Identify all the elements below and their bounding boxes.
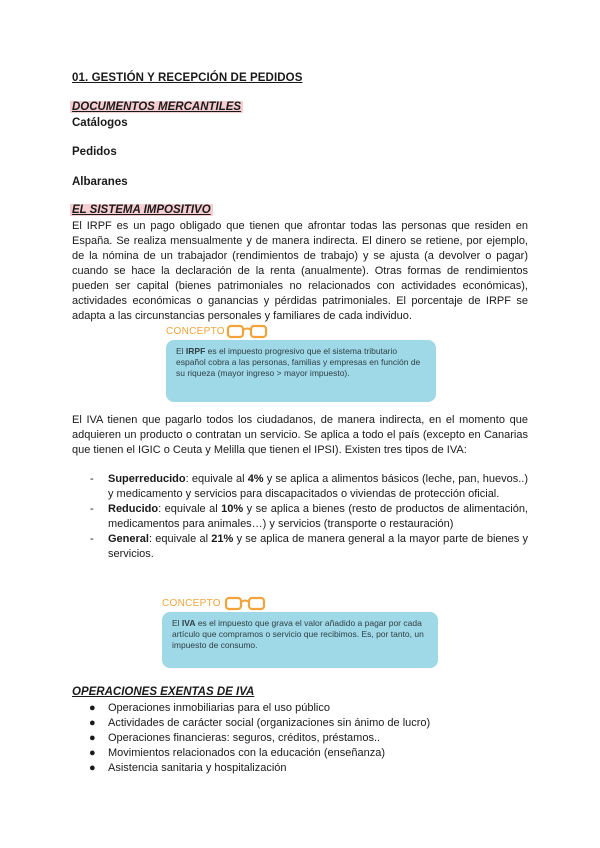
concept-box <box>162 612 438 668</box>
section-heading-documentos: DOCUMENTOS MERCANTILES <box>72 101 242 113</box>
glasses-icon <box>224 595 266 611</box>
concept-irpf <box>166 326 436 402</box>
concept-term: IVA <box>181 618 196 628</box>
documento-item-catalogos: Catálogos <box>72 117 128 129</box>
bullet-icon: ● <box>89 732 96 744</box>
concept-text-pre: El <box>176 346 186 356</box>
concept-box <box>166 340 436 402</box>
irpf-paragraph: El IRPF es un pago obligado que tienen que afrontar todas las personas que residen en España. Se realiza mensualmente y de manera indirecta. El dinero se retiene, por ejemplo, de la nómina de un trabajador (rendimientos de trabajo) y se ajusta (a devolver o pagar) cuando se hace la declaración de la renta (anualmente). Otras formas de rendimientos pueden ser capital (bienes patrimoniales no relacionados con actividades económicas), actividades económicas o ganancias y pérdidas patrimoniales. El porcentaje de IRPF se adapta a las circunstancias personales y familiares de cada individuo. <box>72 220 528 322</box>
concept-tag: CONCEPTO <box>162 598 221 609</box>
iva-type-item: - Reducido: equivale al 10% y se aplica a bienes (resto de productos de alimentación, medicamentos para animales…) y servicios (transporte o restauración) <box>90 503 528 530</box>
concept-text: es el impuesto que grava el valor añadido a pagar por cada artículo que compramos o servicio que recibimos. Es, por tanto, un impuesto de consumo. <box>172 618 424 650</box>
exentas-list <box>72 701 430 776</box>
list-item: ● Actividades de carácter social (organizaciones sin ánimo de lucro) <box>89 717 431 729</box>
section-heading-sistema: EL SISTEMA IMPOSITIVO <box>72 204 211 216</box>
concept-tag: CONCEPTO <box>166 326 225 337</box>
list-item: ● Asistencia sanitaria y hospitalización <box>89 762 287 774</box>
list-item: ● Movimientos relacionados con la educación (enseñanza) <box>89 747 385 759</box>
section-heading-exentas: OPERACIONES EXENTAS DE IVA <box>72 686 255 698</box>
concept-term: IRPF <box>185 346 206 356</box>
concept-iva <box>162 598 438 670</box>
page-title: 01. GESTIÓN Y RECEPCIÓN DE PEDIDOS <box>72 72 303 84</box>
iva-type-item: - General: equivale al 21% y se aplica de manera general a la mayor parte de bienes y servicios. <box>90 533 529 560</box>
bullet-icon: ● <box>89 717 96 729</box>
bullet-icon: ● <box>89 702 96 714</box>
concept-text: es el impuesto progresivo que el sistema tributario español cobra a las personas, familias y empresas en función de su riqueza (mayor ingreso > mayor impuesto). <box>176 346 421 378</box>
documento-item-albaranes: Albaranes <box>72 176 128 188</box>
iva-paragraph: El IVA tienen que pagarlo todos los ciudadanos, de manera indirecta, en el momento que adquieren un producto o contratan un servicio. Se aplica a todo el país (excepto en Canarias que tienen el IGIC o Ceuta y Melilla que tienen el IPSI). Existen tres tipos de IVA: <box>72 414 528 456</box>
concept-text-pre: El <box>172 618 182 628</box>
iva-types-list <box>72 472 528 562</box>
list-item: ● Operaciones inmobiliarias para el uso público <box>89 702 330 714</box>
list-item: ● Operaciones financieras: seguros, créditos, préstamos.. <box>89 732 381 744</box>
documento-item-pedidos: Pedidos <box>72 146 117 158</box>
iva-type-item: - Superreducido: equivale al 4% y se aplica a alimentos básicos (leche, pan, huevos..) y medicamento y servicios para discapacitados o viviendas de protección oficial. <box>90 473 528 500</box>
bullet-icon: ● <box>89 747 96 759</box>
bullet-icon: ● <box>89 762 96 774</box>
glasses-icon <box>226 323 268 339</box>
